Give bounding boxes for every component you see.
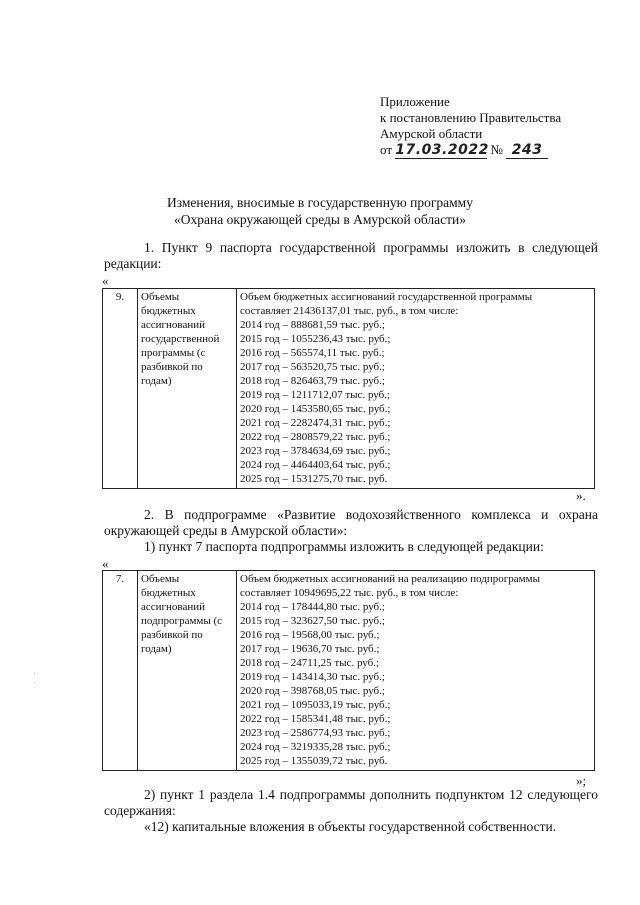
section2-sub2: 2) пункт 1 раздела 1.4 подпрограммы дополнить подпунктом 12 следующего содержания: [104, 787, 598, 818]
section1-open-quote: « [102, 273, 109, 288]
handwritten-date: 17.03.2022 [395, 142, 489, 158]
funding-line: 2025 год – 1355039,72 тыс. руб. [240, 755, 388, 767]
subprogram-funding-table [102, 570, 595, 771]
handwritten-number: 243 [506, 142, 548, 159]
funding-line: 2017 год – 19636,70 тыс. руб.; [240, 643, 380, 655]
funding-line: 2015 год – 323627,50 тыс. руб.; [240, 615, 385, 627]
appendix-line-2: к постановлению Правительства [380, 110, 562, 125]
funding-line: 2017 год – 563520,75 тыс. руб.; [240, 361, 385, 373]
funding-line: 2019 год – 143414,30 тыс. руб.; [240, 671, 385, 683]
funding-line: 2016 год – 19568,00 тыс. руб.; [240, 629, 380, 641]
table-cell-values [237, 571, 595, 771]
funding-line: 2019 год – 1211712,07 тыс. руб.; [240, 389, 391, 401]
section2-sub2-text: «12) капитальные вложения в объекты государственной собственности. [144, 819, 557, 834]
section2-paragraph: 2. В подпрограмме «Развитие водохозяйственного комплекса и охрана окружающей среды в Амурской области»: [104, 507, 598, 538]
table-cell-label: Объемы бюджетных ассигнований государственной программы (с разбивкой по годам) [138, 289, 237, 489]
table-cell-num: 9. [103, 289, 138, 489]
funding-line: 2023 год – 2586774,93 тыс. руб.; [240, 727, 391, 739]
number-sign: № [490, 142, 503, 157]
funding-line: 2022 год – 1585341,48 тыс. руб.; [240, 713, 391, 725]
funding-line: 2024 год – 3219335,28 тыс. руб.; [240, 741, 391, 753]
table-cell-label: Объемы бюджетных ассигнований подпрограммы (с разбивкой по годам) [138, 571, 237, 771]
funding-line: 2018 год – 24711,25 тыс. руб.; [240, 657, 380, 669]
section1-paragraph: 1. Пункт 9 паспорта государственной программы изложить в следующей редакции: [104, 240, 598, 271]
section2-close-quote: »; [576, 773, 587, 788]
program-funding-table [102, 288, 595, 489]
funding-line: 2024 год – 4464403,64 тыс. руб.; [240, 459, 391, 471]
funding-line: 2021 год – 2282474,31 тыс. руб.; [240, 417, 391, 429]
appendix-date-line [380, 142, 561, 159]
scan-speck [34, 682, 35, 683]
appendix-header [380, 94, 561, 159]
table-cell-values [237, 289, 595, 489]
doc-title-line-1: Изменения, вносимые в государственную программу [167, 195, 473, 210]
section1-close-quote: ». [576, 488, 586, 503]
scan-speck [34, 673, 35, 674]
table-cell-num: 7. [103, 571, 138, 771]
table-row [103, 571, 595, 771]
table-row [103, 289, 595, 489]
funding-line: 2014 год – 888681,59 тыс. руб.; [240, 319, 385, 331]
appendix-line-3: Амурской области [380, 126, 483, 141]
funding-line: Объем бюджетных ассигнований государственной программы [240, 291, 533, 303]
funding-line: 2018 год – 826463,79 тыс. руб.; [240, 375, 385, 387]
funding-line: 2020 год – 398768,05 тыс. руб.; [240, 685, 385, 697]
date-prefix: от [380, 142, 393, 157]
appendix-line-1: Приложение [380, 94, 450, 109]
funding-line: Объем бюджетных ассигнований на реализацию подпрограммы [240, 573, 540, 585]
funding-line: 2020 год – 1453580,65 тыс. руб.; [240, 403, 391, 415]
funding-line: 2015 год – 1055236,43 тыс. руб.; [240, 333, 391, 345]
section2-sub1: 1) пункт 7 паспорта подпрограммы изложить в следующей редакции: [144, 539, 544, 554]
funding-line: составляет 21436137,01 тыс. руб., в том числе: [240, 305, 459, 317]
section2-open-quote: « [102, 556, 109, 571]
funding-line: составляет 10949695,22 тыс. руб., в том числе: [240, 587, 459, 599]
funding-line: 2022 год – 2808579,22 тыс. руб.; [240, 431, 391, 443]
funding-line: 2016 год – 565574,11 тыс. руб.; [240, 347, 385, 359]
funding-line: 2023 год – 3784634,69 тыс. руб.; [240, 445, 391, 457]
funding-line: 2025 год – 1531275,70 тыс. руб. [240, 473, 388, 485]
doc-title-line-2: «Охрана окружающей среды в Амурской области» [174, 212, 466, 227]
funding-line: 2021 год – 1095033,19 тыс. руб.; [240, 699, 391, 711]
funding-line: 2014 год – 178444,80 тыс. руб.; [240, 601, 385, 613]
